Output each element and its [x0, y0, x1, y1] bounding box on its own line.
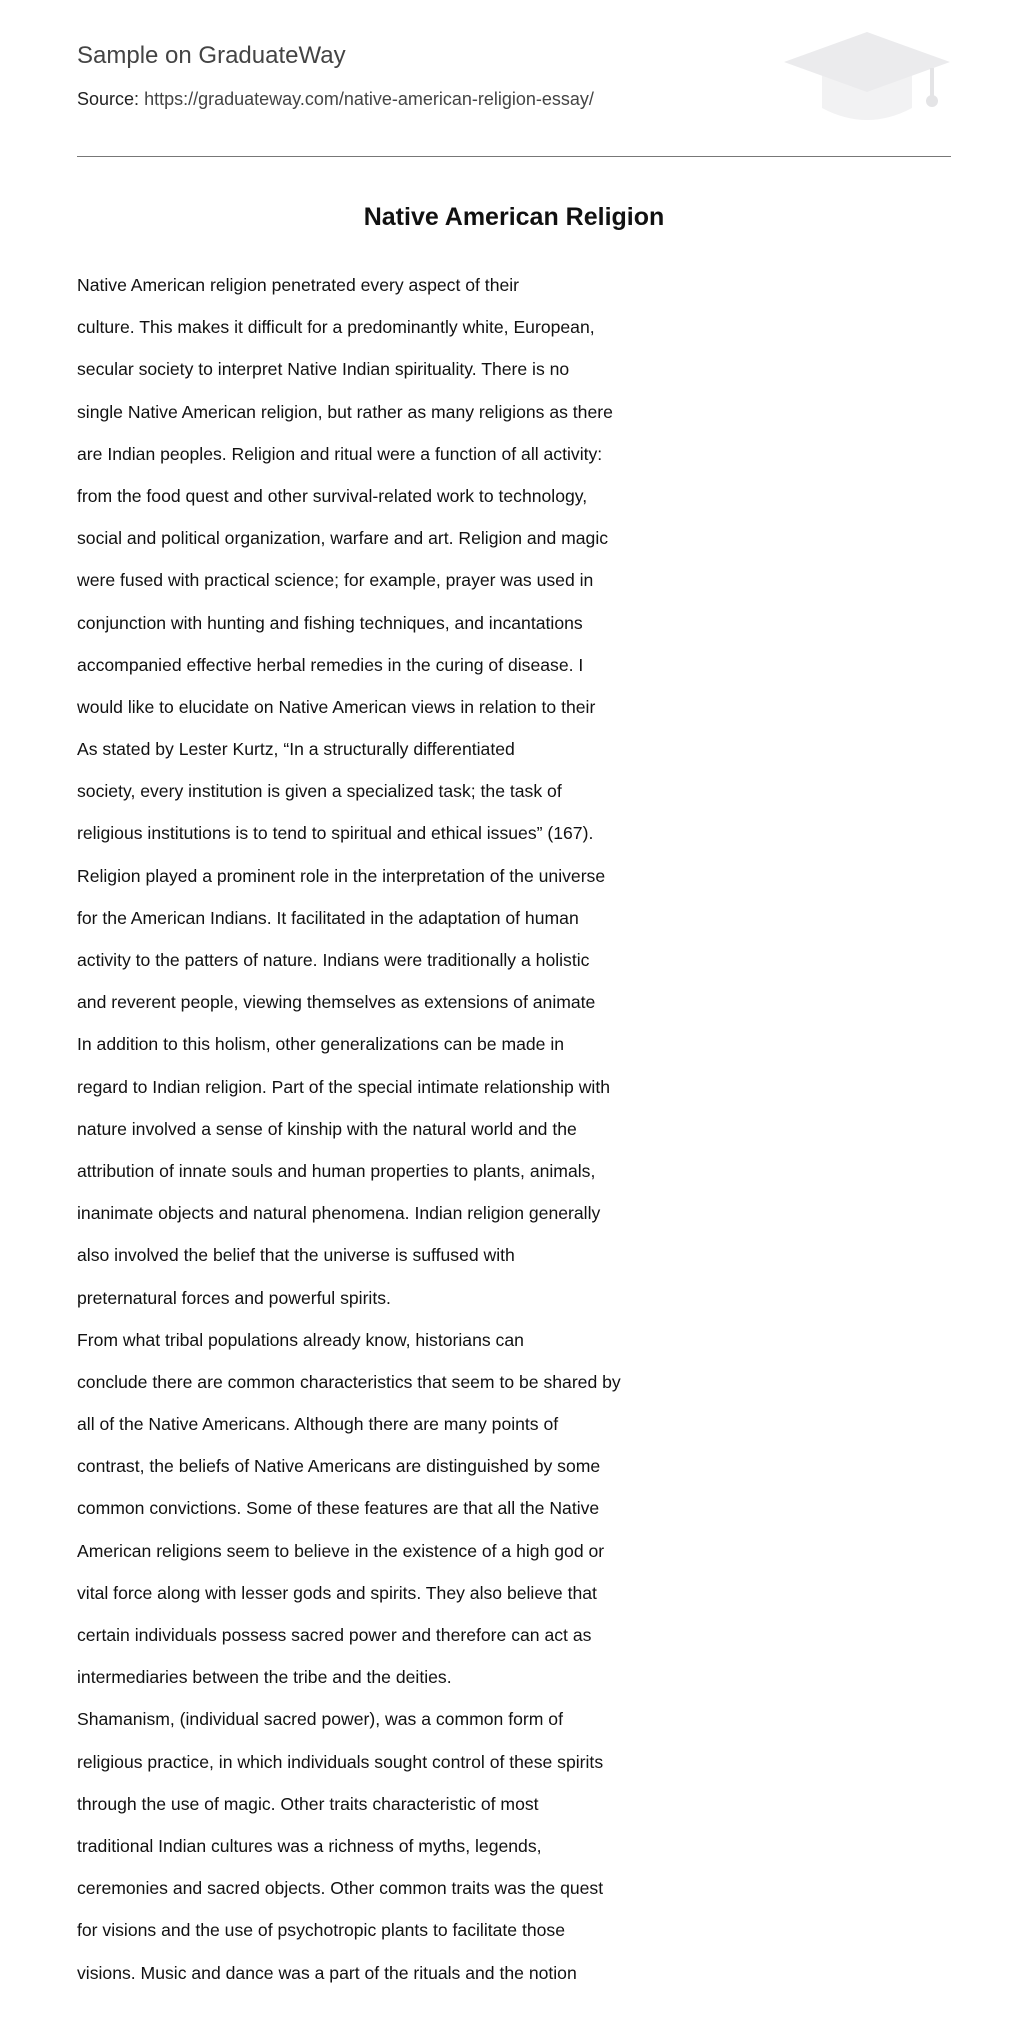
essay-line: regard to Indian religion. Part of the special intimate relationship with — [77, 1076, 610, 1097]
essay-line: Shamanism, (individual sacred power), was a common form of — [77, 1709, 563, 1730]
essay-line: common convictions. Some of these features are that all the Native — [77, 1498, 600, 1519]
essay-line: contrast, the beliefs of Native Americans are distinguished by some — [77, 1456, 601, 1477]
essay-line: are Indian peoples. Religion and ritual were a function of all activity: — [77, 443, 603, 464]
essay-line: conclude there are common characteristics that seem to be shared by — [77, 1371, 621, 1392]
essay-line: all of the Native Americans. Although there are many points of — [77, 1414, 559, 1435]
essay-line: secular society to interpret Native Indian spirituality. There is no — [77, 359, 570, 380]
essay-line: single Native American religion, but rather as many religions as there — [77, 401, 613, 422]
essay-line: society, every institution is given a specialized task; the task of — [77, 781, 562, 802]
source-label: Source: — [77, 89, 140, 109]
site-title: Sample on GraduateWay — [77, 42, 346, 69]
essay-line: were fused with practical science; for example, prayer was used in — [77, 570, 594, 591]
essay-line: and reverent people, viewing themselves as extensions of animate — [77, 992, 596, 1013]
essay-line: nature involved a sense of kinship with the natural world and the — [77, 1118, 577, 1139]
document-title: Native American Religion — [363, 203, 665, 231]
essay-line: also involved the belief that the universe is suffused with — [77, 1245, 515, 1266]
essay-line: As stated by Lester Kurtz, “In a structurally differentiated — [77, 739, 515, 760]
essay-line: culture. This makes it difficult for a predominantly white, European, — [77, 317, 595, 338]
essay-line: From what tribal populations already know, historians can — [77, 1329, 524, 1350]
page-header — [77, 0, 951, 158]
essay-line: preternatural forces and powerful spirits. — [77, 1287, 391, 1308]
essay-line: for the American Indians. It facilitated in the adaptation of human — [77, 907, 579, 928]
source-link[interactable]: https://graduateway.com/native-american-religion-essay/ — [144, 89, 594, 109]
essay-line: religious practice, in which individuals sought control of these spirits — [77, 1751, 604, 1772]
source-line — [77, 89, 594, 110]
essay-line: religious institutions is to tend to spiritual and ethical issues” (167). — [77, 823, 594, 844]
essay-line: certain individuals possess sacred power and therefore can act as — [77, 1625, 592, 1645]
essay-line: Religion played a prominent role in the interpretation of the universe — [77, 865, 606, 886]
essay-line: ceremonies and sacred objects. Other common traits was the quest — [77, 1878, 604, 1899]
essay-line: visions. Music and dance was a part of the rituals and the notion — [77, 1962, 577, 1983]
essay-line: attribution of innate souls and human properties to plants, animals, — [77, 1160, 596, 1181]
essay-line: intermediaries between the tribe and the deities. — [77, 1667, 452, 1688]
essay-line: conjunction with hunting and fishing techniques, and incantations — [77, 612, 583, 633]
graduation-cap-icon — [782, 28, 952, 136]
header-divider — [77, 156, 951, 157]
essay-line: activity to the patters of nature. Indians were traditionally a holistic — [77, 950, 590, 970]
essay-line: American religions seem to believe in the existence of a high god or — [77, 1540, 605, 1561]
essay-line: In addition to this holism, other generalizations can be made in — [77, 1034, 565, 1055]
essay-line: vital force along with lesser gods and spirits. They also believe that — [77, 1582, 597, 1603]
essay-line: for visions and the use of psychotropic plants to facilitate those — [77, 1920, 566, 1941]
essay-line: Native American religion penetrated every aspect of their — [77, 275, 520, 295]
essay-line: from the food quest and other survival-related work to technology, — [77, 485, 588, 506]
essay-line: traditional Indian cultures was a richness of myths, legends, — [77, 1835, 542, 1856]
essay-line: social and political organization, warfare and art. Religion and magic — [77, 528, 609, 549]
essay-line: accompanied effective herbal remedies in the curing of disease. I — [77, 654, 584, 675]
essay-line: inanimate objects and natural phenomena. Indian religion generally — [77, 1203, 601, 1224]
essay-line: would like to elucidate on Native American views in relation to their — [77, 696, 596, 717]
essay-line: through the use of magic. Other traits characteristic of most — [77, 1793, 539, 1814]
essay-body — [77, 264, 677, 1994]
